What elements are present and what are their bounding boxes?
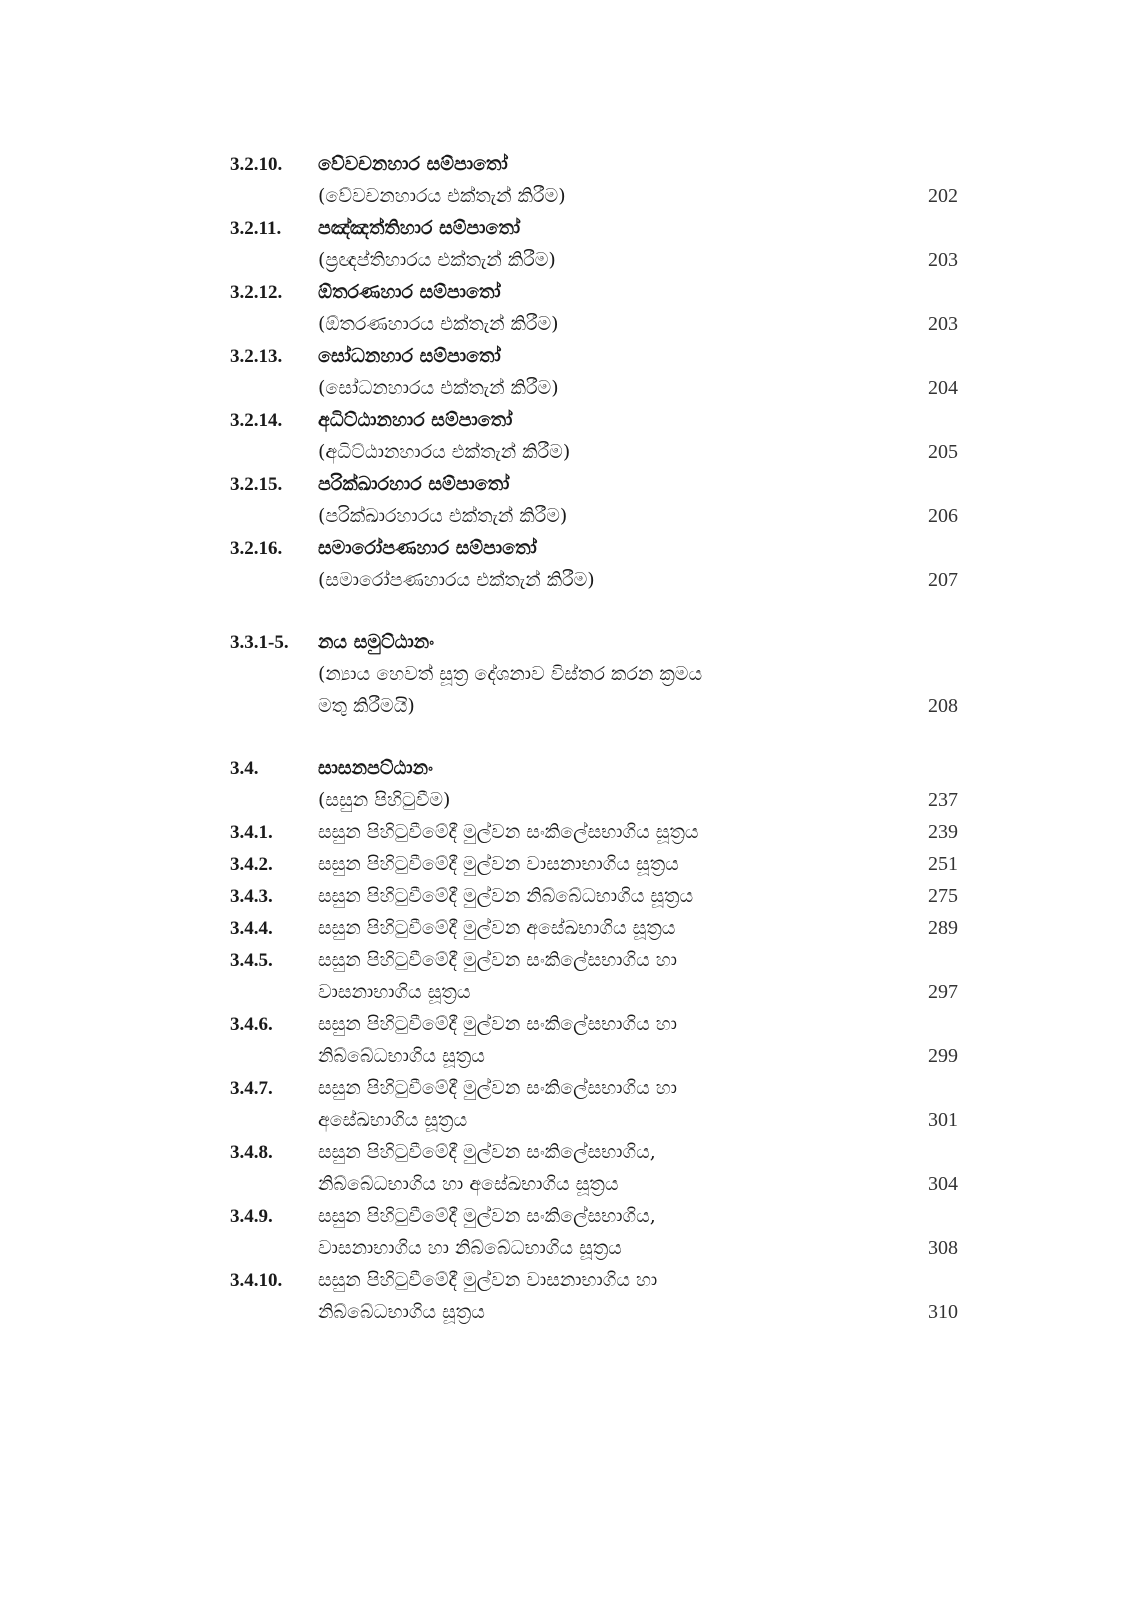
section-number: 3.4.	[230, 758, 259, 779]
page-number: 275	[928, 885, 958, 907]
section-number: 3.4.6.	[230, 1014, 273, 1035]
section-number: 3.2.15.	[230, 474, 283, 495]
toc-line	[230, 1136, 958, 1168]
section-number: 3.2.12.	[230, 282, 283, 303]
section-title: ඕතරණහාර සම්පාතෝ	[318, 281, 501, 303]
toc-entry	[230, 276, 958, 340]
section-number: 3.4.3.	[230, 886, 273, 907]
section-description: වාසනාභාගිය සූත්‍රය	[318, 981, 471, 1003]
toc-line	[230, 1296, 958, 1328]
section-number: 3.4.5.	[230, 950, 273, 971]
section-description: සසුන පිහිටුවීමේදී මුල්වන සංකිලේසභාගිය හා	[318, 949, 677, 971]
section-description: සසුන පිහිටුවීමේදී මුල්වන අසේඛභාගිය සූත්‍රය	[318, 917, 676, 939]
section-description: සසුන පිහිටුවීමේදී මුල්වන වාසනාභාගිය සූත්‍රය	[318, 853, 679, 875]
section-description: සසුන පිහිටුවීමේදී මුල්වන සංකිලේසභාගිය සූත්‍රය	[318, 821, 699, 843]
section-description: (සමාරෝපණහාරය එක්තැන් කිරීම)	[318, 569, 595, 591]
toc-line	[230, 372, 958, 404]
section-title: සාසනපට්ඨානං	[318, 757, 433, 779]
toc-entry	[230, 1008, 958, 1072]
page-number: 204	[928, 377, 958, 399]
toc-entry	[230, 404, 958, 468]
toc-line	[230, 912, 958, 944]
toc-line	[230, 404, 958, 436]
toc-line	[230, 564, 958, 596]
toc-entry	[230, 1200, 958, 1264]
toc-line	[230, 532, 958, 564]
section-number: 3.2.13.	[230, 346, 283, 367]
toc-entry	[230, 148, 958, 212]
section-number: 3.4.7.	[230, 1078, 273, 1099]
table-of-contents	[230, 148, 958, 1328]
page-number: 299	[928, 1045, 958, 1067]
toc-line	[230, 180, 958, 212]
page-number: 304	[928, 1173, 958, 1195]
toc-line	[230, 340, 958, 372]
toc-entry	[230, 212, 958, 276]
page-number: 203	[928, 313, 958, 335]
section-description: (ඕතරණහාරය එක්තැන් කිරීම)	[318, 313, 559, 335]
toc-line	[230, 148, 958, 180]
toc-entry	[230, 340, 958, 404]
page-number: 239	[928, 821, 958, 843]
section-number: 3.2.10.	[230, 154, 283, 175]
toc-entry	[230, 912, 958, 944]
section-description: මතු කිරීමයි)	[318, 695, 415, 717]
page-number: 205	[928, 441, 958, 463]
page-number: 251	[928, 853, 958, 875]
page-number: 237	[928, 789, 958, 811]
toc-entry	[230, 1136, 958, 1200]
section-number: 3.4.8.	[230, 1142, 273, 1163]
section-description: සසුන පිහිටුවීමේදී මුල්වන සංකිලේසභාගිය,	[318, 1205, 656, 1227]
toc-line	[230, 848, 958, 880]
toc-entry	[230, 848, 958, 880]
section-number: 3.3.1-5.	[230, 632, 289, 653]
section-description: (ප්‍රඥප්තිහාරය එක්තැන් කිරීම)	[318, 249, 556, 271]
section-description: (සසුන පිහිටුවීම)	[318, 789, 451, 811]
section-number: 3.2.14.	[230, 410, 283, 431]
section-number: 3.4.2.	[230, 854, 273, 875]
section-number: 3.4.1.	[230, 822, 273, 843]
section-number: 3.4.9.	[230, 1206, 273, 1227]
toc-line	[230, 784, 958, 816]
toc-line	[230, 244, 958, 276]
toc-entry	[230, 944, 958, 1008]
section-description: (පරික්ඛාරහාරය එක්තැන් කිරීම)	[318, 505, 568, 527]
toc-line	[230, 880, 958, 912]
toc-line	[230, 944, 958, 976]
toc-line	[230, 500, 958, 532]
section-description: අසේඛභාගිය සූත්‍රය	[318, 1109, 468, 1131]
section-gap	[230, 722, 958, 752]
section-description: සසුන පිහිටුවීමේදී මුල්වන සංකිලේසභාගිය හා	[318, 1077, 677, 1099]
toc-line	[230, 1168, 958, 1200]
section-title: පරික්ඛාරහාර සම්පාතෝ	[318, 473, 510, 495]
toc-entry	[230, 1264, 958, 1328]
section-title: නය සමුට්ඨානං	[318, 631, 435, 653]
page-number: 297	[928, 981, 958, 1003]
toc-line	[230, 658, 958, 690]
section-gap	[230, 596, 958, 626]
toc-line	[230, 468, 958, 500]
section-title: පඤ්ඤත්තිහාර සම්පාතෝ	[318, 217, 521, 239]
page-number: 207	[928, 569, 958, 591]
toc-line	[230, 1104, 958, 1136]
toc-line	[230, 1264, 958, 1296]
toc-entry	[230, 626, 958, 722]
toc-line	[230, 1200, 958, 1232]
section-title: සමාරෝපණහාර සම්පාතෝ	[318, 537, 537, 559]
page-number: 301	[928, 1109, 958, 1131]
section-number: 3.2.16.	[230, 538, 283, 559]
toc-line	[230, 690, 958, 722]
toc-line	[230, 212, 958, 244]
section-number: 3.4.10.	[230, 1270, 283, 1291]
toc-line	[230, 626, 958, 658]
toc-line	[230, 752, 958, 784]
toc-line	[230, 1040, 958, 1072]
page-number: 289	[928, 917, 958, 939]
section-description: නිබ්බේධභාගිය සූත්‍රය	[318, 1301, 485, 1323]
page-number: 203	[928, 249, 958, 271]
section-title: අධිට්ඨානහාර සම්පාතෝ	[318, 409, 513, 431]
section-description: (න්‍යාය හෙවත් සූත්‍ර දේශනාව විස්තර කරන ක්‍රමය	[318, 663, 703, 685]
toc-entry	[230, 1072, 958, 1136]
toc-line	[230, 276, 958, 308]
toc-entry	[230, 532, 958, 596]
section-description: සසුන පිහිටුවීමේදී මුල්වන සංකිලේසභාගිය,	[318, 1141, 656, 1163]
section-description: නිබ්බේධභාගිය හා අසේඛභාගිය සූත්‍රය	[318, 1173, 619, 1195]
toc-entry	[230, 880, 958, 912]
toc-entry	[230, 816, 958, 848]
toc-line	[230, 1232, 958, 1264]
section-description: නිබ්බේධභාගිය සූත්‍රය	[318, 1045, 485, 1067]
section-number: 3.4.4.	[230, 918, 273, 939]
toc-entry	[230, 752, 958, 816]
toc-line	[230, 1008, 958, 1040]
toc-line	[230, 1072, 958, 1104]
section-number: 3.2.11.	[230, 218, 282, 239]
section-description: සසුන පිහිටුවීමේදී මුල්වන නිබ්බේධභාගිය සූත්‍රය	[318, 885, 694, 907]
section-title: වේවචනහාර සම්පාතෝ	[318, 153, 508, 175]
toc-line	[230, 816, 958, 848]
page-number: 208	[928, 695, 958, 717]
toc-line	[230, 436, 958, 468]
section-description: (වේවචනහාරය එක්තැන් කිරීම)	[318, 185, 566, 207]
section-description: (සෝධනහාරය එක්තැන් කිරීම)	[318, 377, 559, 399]
page-number: 308	[928, 1237, 958, 1259]
page-number: 202	[928, 185, 958, 207]
page-number: 310	[928, 1301, 958, 1323]
section-description: සසුන පිහිටුවීමේදී මුල්වන සංකිලේසභාගිය හා	[318, 1013, 677, 1035]
section-description: (අධිට්ඨානහාරය එක්තැන් කිරීම)	[318, 441, 571, 463]
toc-entry	[230, 468, 958, 532]
toc-line	[230, 976, 958, 1008]
page-number: 206	[928, 505, 958, 527]
section-description: වාසනාභාගිය හා නිබ්බේධභාගිය සූත්‍රය	[318, 1237, 622, 1259]
section-description: සසුන පිහිටුවීමේදී මුල්වන වාසනාභාගිය හා	[318, 1269, 658, 1291]
section-title: සෝධනහාර සම්පාතෝ	[318, 345, 501, 367]
toc-line	[230, 308, 958, 340]
